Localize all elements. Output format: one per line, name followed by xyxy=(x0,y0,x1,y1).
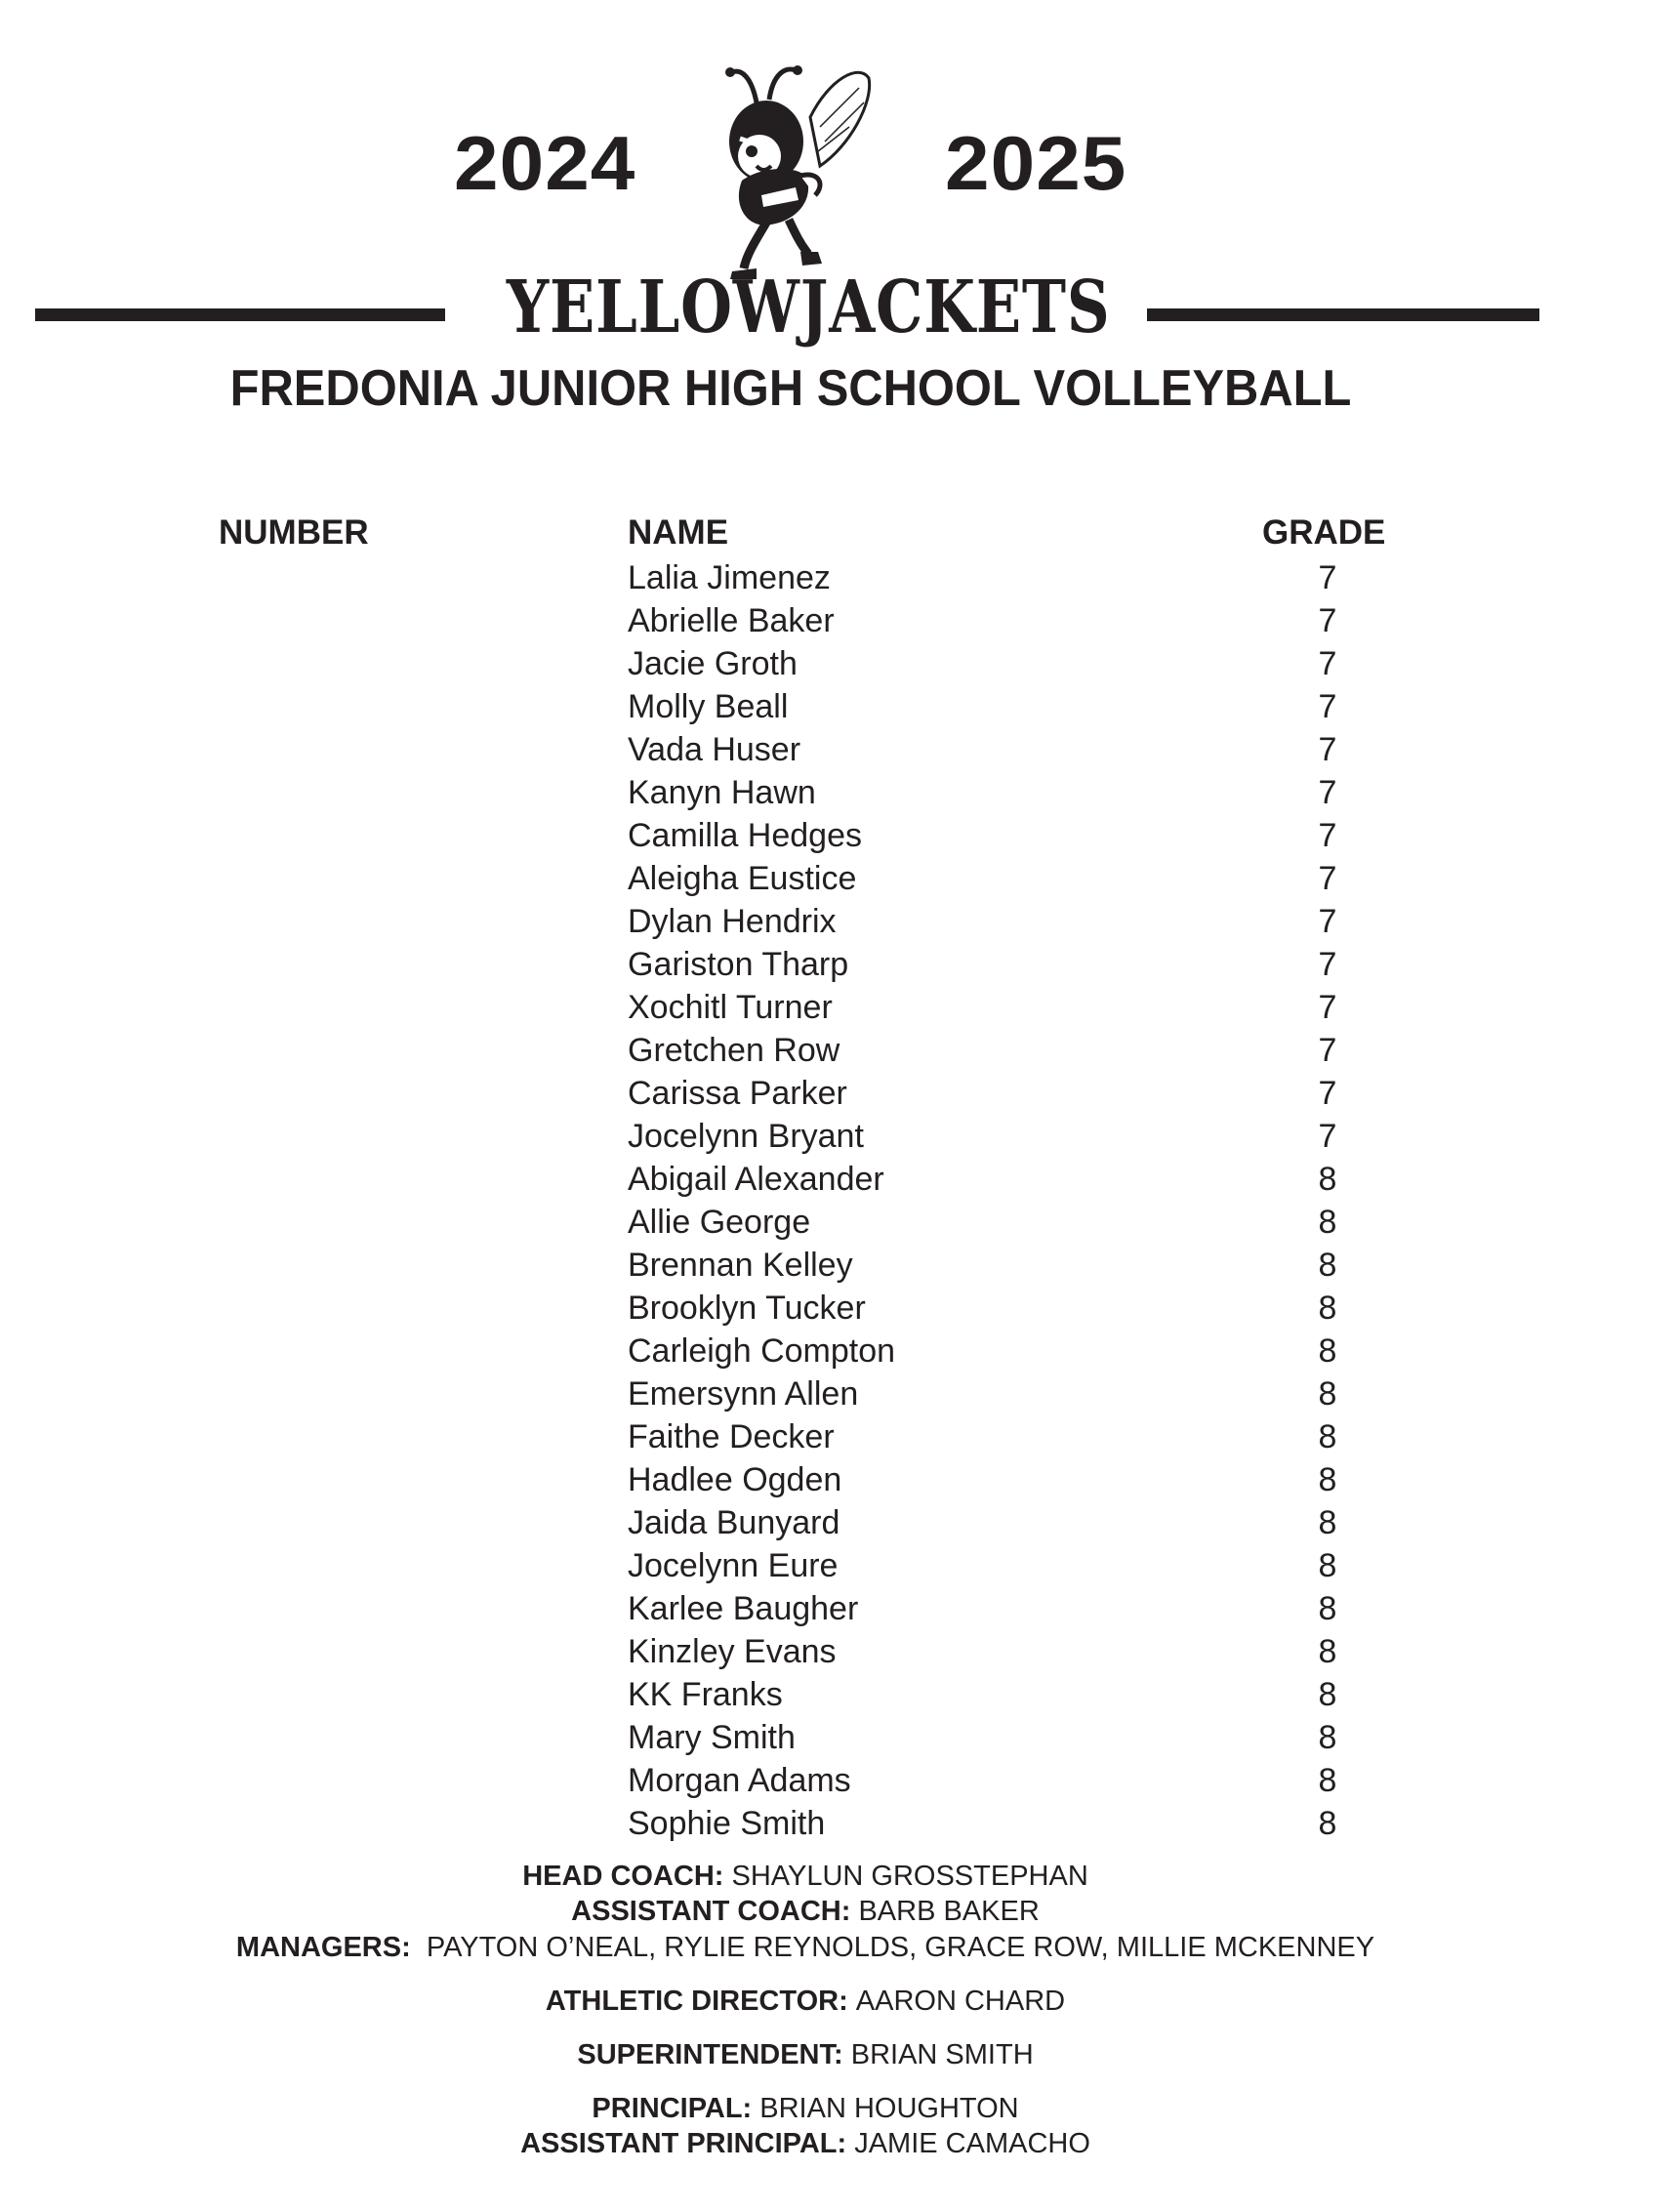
player-grade: 7 xyxy=(1318,903,1337,940)
player-grade: 8 xyxy=(1318,1504,1337,1541)
staff-role-label: HEAD COACH: xyxy=(522,1861,724,1892)
player-grade: 8 xyxy=(1318,1290,1337,1327)
player-name: Emersynn Allen xyxy=(628,1375,859,1413)
player-grade: 7 xyxy=(1318,645,1337,682)
table-row xyxy=(0,1630,1679,1673)
title-left-rule xyxy=(35,308,445,321)
player-grade: 8 xyxy=(1318,1161,1337,1198)
column-header-number: NUMBER xyxy=(219,513,369,552)
staff-line xyxy=(0,1898,1611,1926)
player-name: Gariston Tharp xyxy=(628,946,849,983)
table-row xyxy=(0,943,1679,986)
player-name: Vada Huser xyxy=(628,731,801,768)
staff-member-name: BRIAN HOUGHTON xyxy=(759,2093,1019,2124)
player-name: Morgan Adams xyxy=(628,1762,851,1799)
player-name: Hadlee Ogden xyxy=(628,1461,842,1498)
player-grade: 8 xyxy=(1318,1375,1337,1413)
player-grade: 8 xyxy=(1318,1676,1337,1713)
player-name: Kinzley Evans xyxy=(628,1633,837,1670)
table-row xyxy=(0,900,1679,943)
player-grade: 7 xyxy=(1318,559,1337,596)
player-name: Karlee Baugher xyxy=(628,1590,859,1627)
table-row xyxy=(0,814,1679,857)
player-name: Lalia Jimenez xyxy=(628,559,831,596)
roster-table xyxy=(0,556,1679,1845)
table-row xyxy=(0,1201,1679,1244)
player-grade: 7 xyxy=(1318,946,1337,983)
player-grade: 7 xyxy=(1318,731,1337,768)
table-row xyxy=(0,599,1679,642)
table-row xyxy=(0,1029,1679,1072)
table-row xyxy=(0,1287,1679,1330)
staff-line xyxy=(0,1863,1611,1891)
table-row xyxy=(0,1759,1679,1802)
player-grade: 8 xyxy=(1318,1719,1337,1756)
staff-member-name: BARB BAKER xyxy=(858,1896,1040,1927)
table-row xyxy=(0,771,1679,814)
table-row xyxy=(0,1587,1679,1630)
player-name: Carissa Parker xyxy=(628,1075,847,1112)
player-grade: 8 xyxy=(1318,1418,1337,1455)
player-grade: 8 xyxy=(1318,1547,1337,1584)
team-name: YELLOWJACKETS xyxy=(506,266,1111,349)
player-grade: 8 xyxy=(1318,1461,1337,1498)
player-grade: 8 xyxy=(1318,1204,1337,1241)
staff-line xyxy=(0,1934,1611,1962)
staff-role-label: SUPERINTENDENT: xyxy=(577,2039,843,2070)
table-row xyxy=(0,685,1679,728)
table-row xyxy=(0,1458,1679,1501)
table-row xyxy=(0,556,1679,599)
staff-line xyxy=(0,2130,1611,2158)
table-row xyxy=(0,1330,1679,1372)
staff-member-name: JAMIE CAMACHO xyxy=(854,2128,1090,2159)
player-name: KK Franks xyxy=(628,1676,783,1713)
player-name: Molly Beall xyxy=(628,688,789,725)
player-name: Gretchen Row xyxy=(628,1032,840,1069)
table-row xyxy=(0,1415,1679,1458)
column-header-grade: GRADE xyxy=(1262,513,1386,552)
page-title: FREDONIA JUNIOR HIGH SCHOOL VOLLEYBALL xyxy=(229,360,1352,417)
player-grade: 7 xyxy=(1318,1118,1337,1155)
staff-member-name: BRIAN SMITH xyxy=(850,2039,1034,2070)
player-name: Jocelynn Bryant xyxy=(628,1118,864,1155)
player-grade: 7 xyxy=(1318,774,1337,811)
player-grade: 7 xyxy=(1318,860,1337,897)
table-row xyxy=(0,1716,1679,1759)
player-name: Faithe Decker xyxy=(628,1418,835,1455)
table-row xyxy=(0,986,1679,1029)
yellowjacket-mascot-icon xyxy=(703,59,883,283)
table-row xyxy=(0,642,1679,685)
player-grade: 8 xyxy=(1318,1590,1337,1627)
player-name: Aleigha Eustice xyxy=(628,860,857,897)
player-name: Mary Smith xyxy=(628,1719,796,1756)
staff-member-name: PAYTON O’NEAL, RYLIE REYNOLDS, GRACE ROW, MILLIE MCKENNEY xyxy=(426,1932,1375,1963)
player-name: Kanyn Hawn xyxy=(628,774,816,811)
player-grade: 7 xyxy=(1318,602,1337,639)
staff-role-label: MANAGERS: xyxy=(235,1932,411,1963)
player-grade: 8 xyxy=(1318,1805,1337,1842)
staff-line xyxy=(0,2095,1611,2123)
staff-member-name: SHAYLUN GROSSTEPHAN xyxy=(731,1861,1088,1892)
player-grade: 8 xyxy=(1318,1332,1337,1370)
table-row xyxy=(0,1372,1679,1415)
table-row xyxy=(0,1244,1679,1287)
player-name: Jaida Bunyard xyxy=(628,1504,840,1541)
player-grade: 7 xyxy=(1318,989,1337,1026)
staff-role-label: ASSISTANT PRINCIPAL: xyxy=(520,2128,847,2159)
table-row xyxy=(0,857,1679,900)
player-name: Carleigh Compton xyxy=(628,1332,896,1370)
player-grade: 8 xyxy=(1318,1762,1337,1799)
player-grade: 7 xyxy=(1318,817,1337,854)
player-name: Allie George xyxy=(628,1204,811,1241)
column-header-name: NAME xyxy=(628,513,729,552)
player-name: Xochitl Turner xyxy=(628,989,833,1026)
season-end-year: 2025 xyxy=(945,120,1127,206)
player-name: Brennan Kelley xyxy=(628,1247,853,1284)
player-grade: 7 xyxy=(1318,1032,1337,1069)
player-grade: 7 xyxy=(1318,1075,1337,1112)
player-name: Camilla Hedges xyxy=(628,817,862,854)
title-right-rule xyxy=(1147,308,1539,321)
table-row xyxy=(0,1802,1679,1845)
player-name: Sophie Smith xyxy=(628,1805,826,1842)
player-name: Abrielle Baker xyxy=(628,602,835,639)
player-name: Brooklyn Tucker xyxy=(628,1290,866,1327)
player-name: Dylan Hendrix xyxy=(628,903,837,940)
staff-member-name: AARON CHARD xyxy=(855,1986,1066,2017)
player-name: Jocelynn Eure xyxy=(628,1547,839,1584)
table-row xyxy=(0,728,1679,771)
player-grade: 8 xyxy=(1318,1247,1337,1284)
season-start-year: 2024 xyxy=(454,120,636,206)
table-row xyxy=(0,1158,1679,1201)
staff-line xyxy=(0,1987,1611,2016)
player-name: Abigail Alexander xyxy=(628,1161,884,1198)
staff-role-label: ATHLETIC DIRECTOR: xyxy=(545,1986,848,2017)
staff-role-label: ASSISTANT COACH: xyxy=(571,1896,851,1927)
player-name: Jacie Groth xyxy=(628,645,798,682)
table-row xyxy=(0,1501,1679,1544)
table-row xyxy=(0,1115,1679,1158)
table-row xyxy=(0,1673,1679,1716)
table-row xyxy=(0,1072,1679,1115)
staff-line xyxy=(0,2041,1611,2069)
player-grade: 8 xyxy=(1318,1633,1337,1670)
staff-role-label: PRINCIPAL: xyxy=(592,2093,753,2124)
player-grade: 7 xyxy=(1318,688,1337,725)
table-row xyxy=(0,1544,1679,1587)
